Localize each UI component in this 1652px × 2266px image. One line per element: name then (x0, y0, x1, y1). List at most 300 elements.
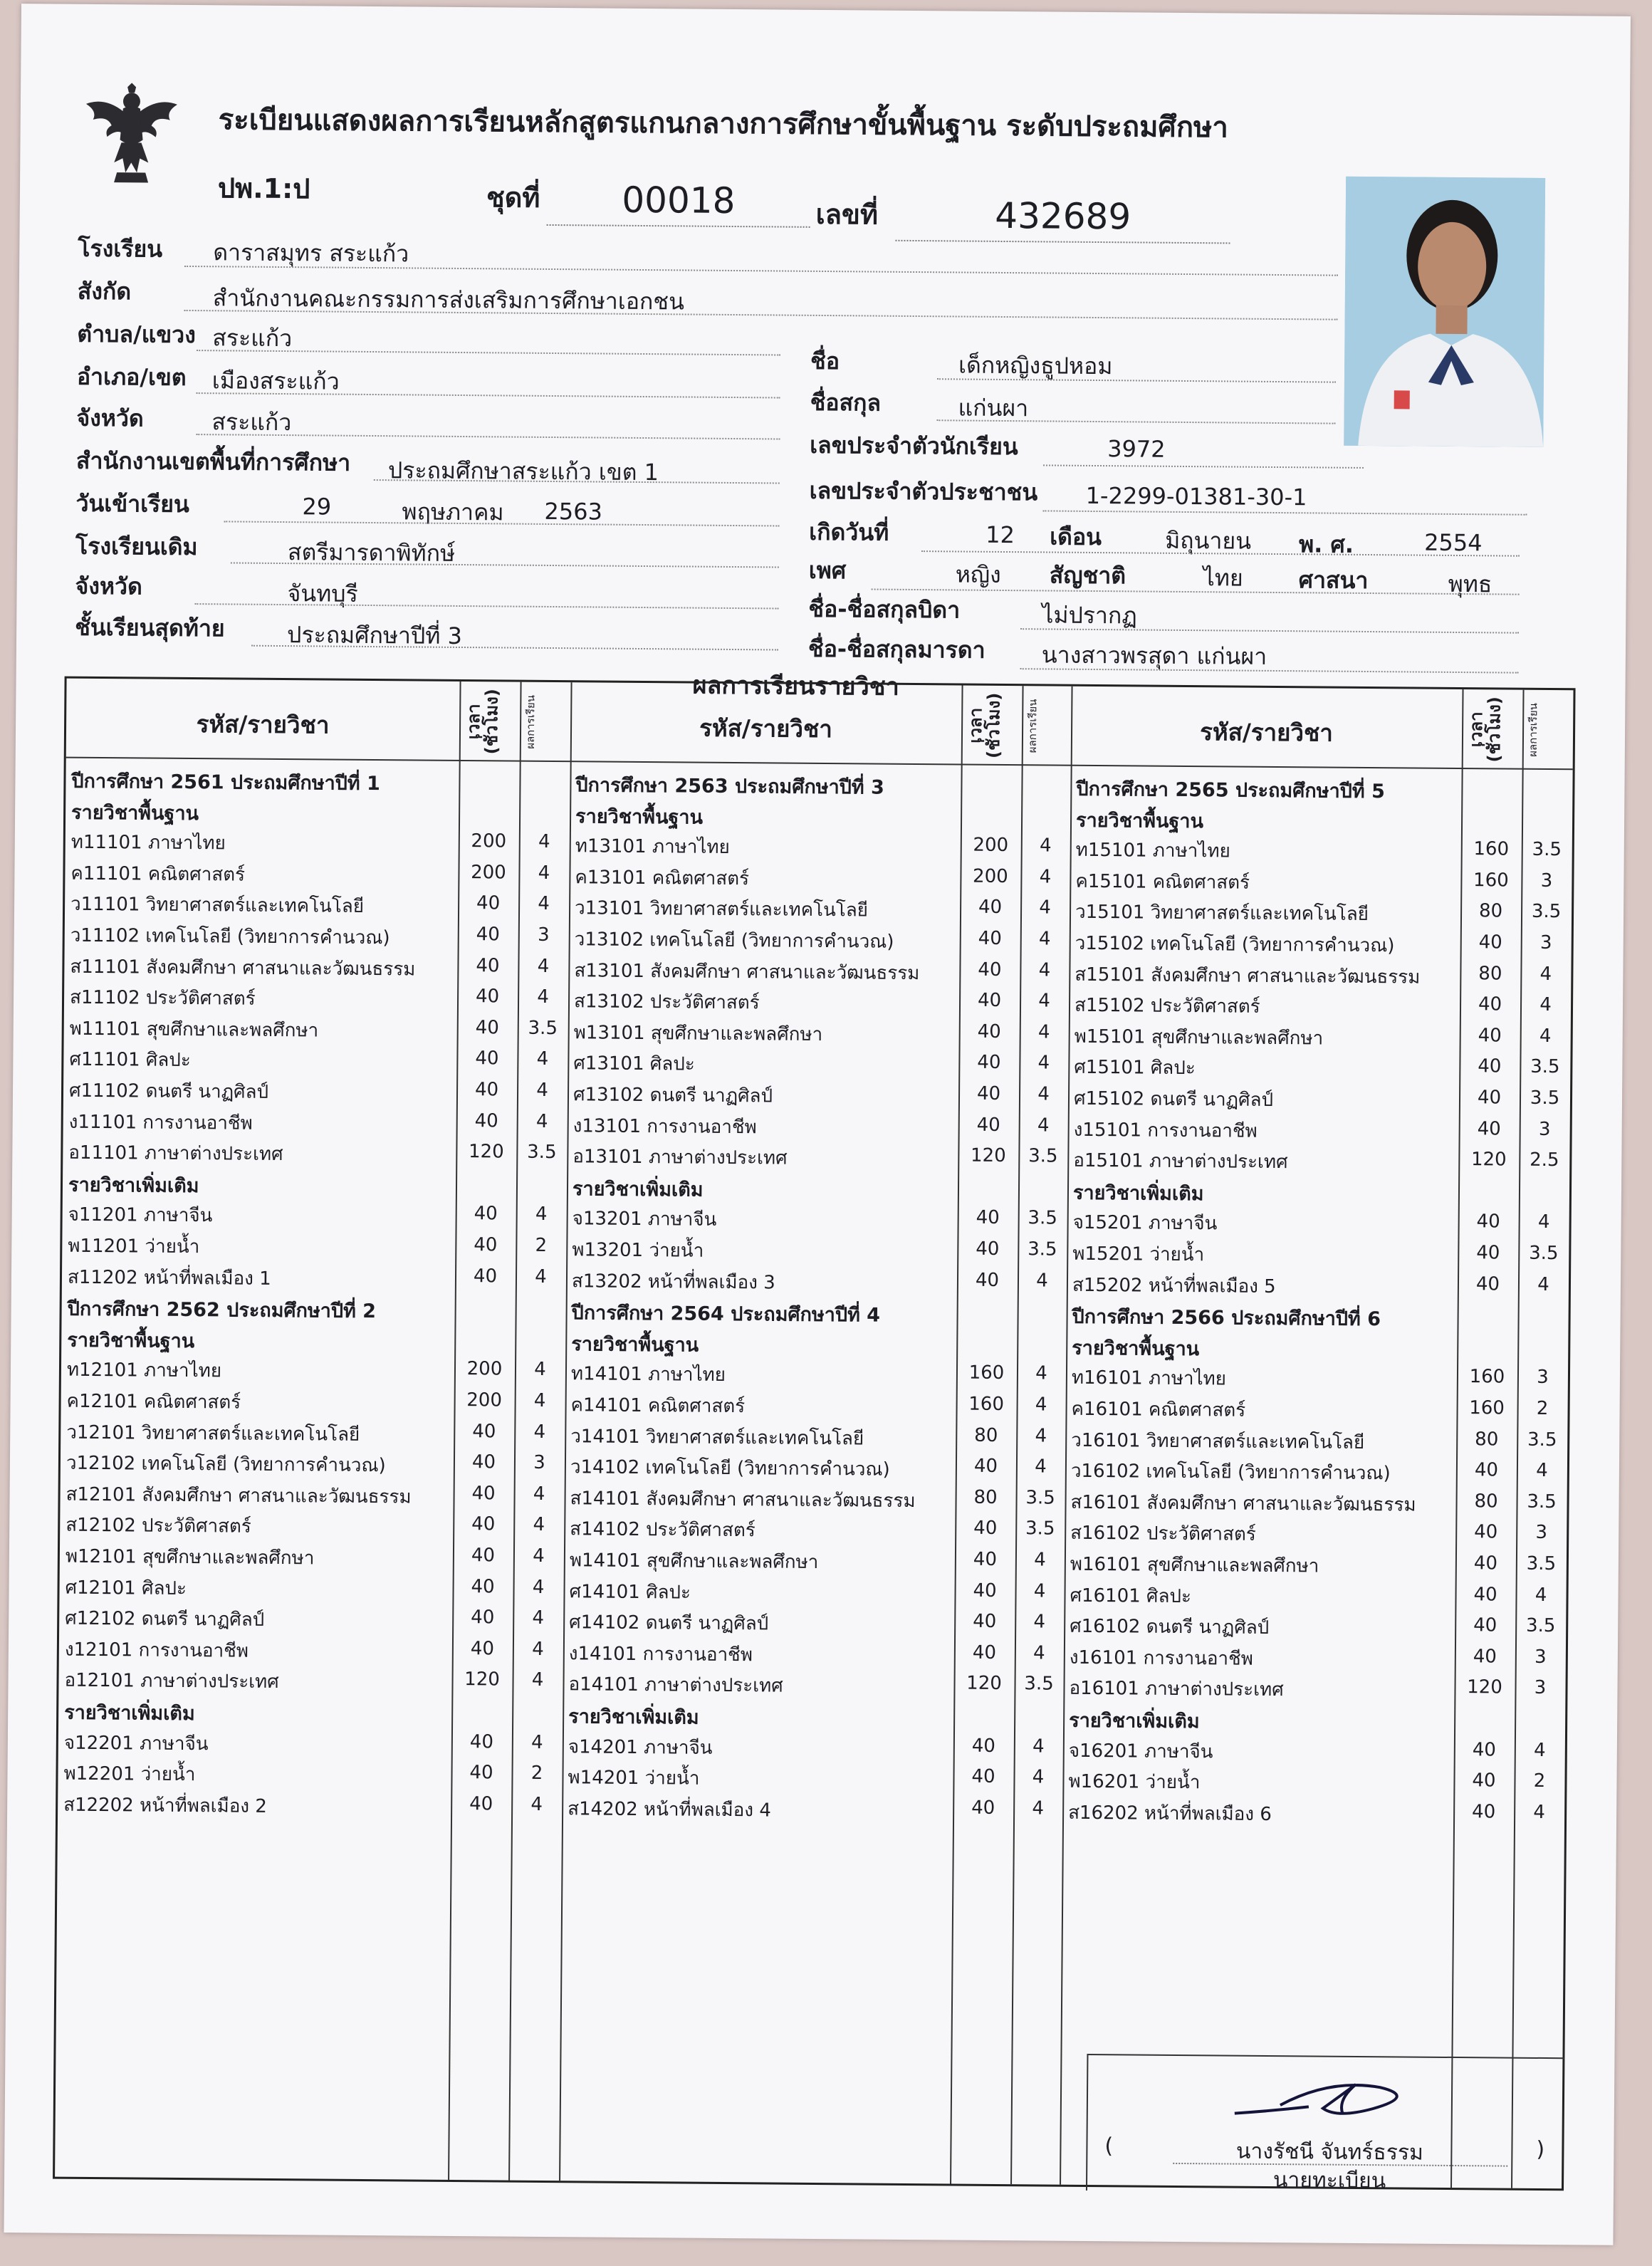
hours-cell: 40 (1476, 1211, 1500, 1233)
subject-cell: ส16102 ประวัติศาสตร์ (1070, 1523, 1256, 1546)
grade-cell: 3.5 (1526, 1552, 1557, 1575)
subject-cell: ส14202 หน้าที่พลเมือง 4 (568, 1798, 771, 1822)
registrar-title: นายทะเบียน (1272, 2168, 1386, 2194)
grade-cell: 4 (1039, 897, 1051, 919)
grade-cell: 3.5 (1532, 839, 1562, 861)
subject-cell: พ13101 สุขศึกษาและพลศึกษา (573, 1022, 823, 1045)
grade-cell: 2 (530, 1763, 543, 1785)
hours-cell: 40 (469, 1792, 493, 1815)
subject-cell: รายวิชาพื้นฐาน (1075, 809, 1204, 832)
col3-subject-header: รหัส/รายวิชา (1200, 718, 1334, 747)
hours-cell: 40 (469, 1730, 494, 1753)
subject-cell: ท16101 ภาษาไทย (1071, 1367, 1227, 1390)
subject-cell: ส11202 หน้าที่พลเมือง 1 (67, 1266, 271, 1290)
grade-cell: 4 (533, 1545, 545, 1567)
hours-cell: 40 (471, 1451, 496, 1473)
table-row (568, 956, 1069, 990)
col1-hours-header: เวลา (ชั่วโมง) (463, 689, 502, 755)
table-row (61, 1448, 565, 1483)
grade-cell: 4 (1032, 1735, 1045, 1758)
grade-cell (516, 1172, 567, 1173)
table-row (1067, 1270, 1569, 1304)
table-row (63, 1138, 567, 1172)
hours-cell: 200 (973, 865, 1008, 887)
subject-cell: ส12202 หน้าที่พลเมือง 2 (63, 1794, 267, 1817)
last-level-label: ชั้นเรียนสุดท้าย (75, 613, 225, 642)
table-row (58, 1666, 563, 1700)
hours-cell: 40 (977, 1020, 1001, 1043)
table-row (59, 1604, 563, 1638)
subject-cell: ศ12102 ดนตรี นาฏศิลป์ (65, 1607, 265, 1631)
hours-cell: 40 (476, 892, 501, 914)
grade-cell: 3.5 (1531, 901, 1562, 923)
hours-cell: 40 (1474, 1459, 1499, 1481)
district-label: อำเภอ/เขต (76, 362, 187, 391)
col2-grade-header: ผลการเรียน (1025, 699, 1040, 753)
table-section-header (58, 1697, 563, 1731)
subject-cell: พ13201 ว่ายน้ำ (572, 1239, 704, 1262)
subject-cell: ง15101 การงานอาชีพ (1073, 1119, 1258, 1142)
grade-cell: 4 (1533, 1739, 1546, 1761)
hours-cell: 40 (971, 1797, 995, 1819)
grade-cell: 4 (1036, 1269, 1048, 1292)
grade-cell (515, 1327, 565, 1328)
grade-cell: 3.5 (1527, 1429, 1557, 1451)
subject-cell: ค11101 คณิตศาสตร์ (70, 862, 246, 886)
subject-cell: จ13201 ภาษาจีน (572, 1208, 717, 1231)
hours-cell: 120 (970, 1144, 1006, 1167)
grade-cell: 3 (1534, 1677, 1547, 1699)
hours-cell: 40 (977, 1052, 1001, 1074)
subject-cell: จ16201 ภาษาจีน (1068, 1740, 1213, 1763)
grade-cell: 4 (537, 986, 549, 1008)
grade-cell: 4 (1539, 994, 1552, 1016)
birth-month: มิถุนายน (1165, 526, 1252, 555)
area-office-value: ประถมศึกษาสระแก้ว เขต 1 (387, 456, 659, 486)
grade-cell: 4 (533, 1483, 545, 1505)
table-row (1070, 929, 1572, 963)
hours-cell: 80 (974, 1424, 998, 1446)
hours-cell: 40 (976, 1114, 1000, 1136)
sex-label: เพศ (808, 556, 847, 585)
subject-cell: ท14101 ภาษาไทย (570, 1363, 726, 1387)
subject-cell: ศ16102 ดนตรี นาฏศิลป์ (1070, 1615, 1270, 1639)
grade-cell: 3 (1537, 1367, 1549, 1389)
subject-cell: รายวิชาเพิ่มเติม (568, 1706, 699, 1729)
subject-cell: ท11101 ภาษาไทย (70, 831, 226, 855)
name-label: ชื่อ (810, 347, 840, 375)
subject-cell: ค13101 คณิตศาสตร์ (575, 867, 750, 889)
affiliation-label: สังกัด (77, 277, 132, 306)
subject-cell: ส13101 สังคมศึกษา ศาสนาและวัฒนธรรม (574, 959, 920, 984)
subject-cell: ปีการศึกษา 2563 ประถมศึกษาปีที่ 3 (575, 774, 884, 799)
subject-cell: ว12101 วิทยาศาสตร์และเทคโนโลยี (66, 1421, 360, 1446)
subject-cell: ศ14101 ศิลปะ (569, 1580, 691, 1604)
grade-cell: 4 (1032, 1766, 1045, 1788)
hours-cell: 40 (973, 1548, 998, 1570)
table-row (58, 1759, 562, 1793)
table-row (1065, 1394, 1567, 1429)
subject-cell: ง11101 การงานอาชีพ (68, 1111, 253, 1134)
area-office-label: สำนักงานเขตพื้นที่การศึกษา (75, 447, 351, 476)
hours-cell: 200 (466, 1389, 503, 1411)
subject-cell: ว14102 เทคโนโลยี (วิทยาการคำนวณ) (570, 1456, 890, 1481)
birth-month-label: เดือน (1050, 523, 1102, 551)
table-section-header (63, 1169, 567, 1203)
hours-cell: 160 (968, 1362, 1005, 1384)
hours-cell (953, 1703, 1014, 1704)
table-section-header (61, 1324, 565, 1358)
subject-cell: พ16201 ว่ายน้ำ (1068, 1770, 1201, 1794)
grade-cell: 3.5 (1028, 1238, 1057, 1260)
hours-cell (454, 1327, 515, 1328)
grade-cell: 4 (532, 1638, 544, 1660)
grade-cell: 4 (531, 1669, 544, 1691)
grade-cell: 3 (533, 1452, 545, 1474)
hours-cell: 40 (973, 1580, 997, 1602)
hours-cell: 40 (1478, 1025, 1502, 1047)
subject-cell: พ15201 ว่ายน้ำ (1072, 1243, 1205, 1266)
student-id-label: เลขประจำตัวนักเรียน (810, 431, 1018, 461)
hours-cell: 40 (1471, 1800, 1496, 1823)
hours-cell: 160 (1469, 1397, 1505, 1419)
sex-value: หญิง (955, 560, 1001, 588)
subject-cell: ค16101 คณิตศาสตร์ (1071, 1398, 1246, 1421)
table-row (568, 986, 1069, 1020)
subject-cell: ส15101 สังคมศึกษา ศาสนาและวัฒนธรรม (1075, 964, 1421, 988)
garuda-emblem-icon (83, 83, 180, 190)
registrar-name: นางรัชนี จันทร์ธรรม (1235, 2139, 1423, 2166)
nationality-label: สัญชาติ (1049, 561, 1126, 590)
grade-cell: 4 (533, 1389, 546, 1411)
surname-value: แก่นผา (958, 394, 1029, 422)
grade-cell: 3 (1535, 1522, 1548, 1544)
table-row (1065, 1518, 1567, 1552)
hours-cell: 120 (1467, 1676, 1502, 1698)
table-row (1063, 1674, 1565, 1708)
table-row (564, 1515, 1065, 1549)
document-number: 432689 (895, 194, 1230, 244)
hours-cell (456, 1172, 516, 1173)
hours-cell (957, 1300, 1018, 1301)
subject-cell: ศ11102 ดนตรี นาฏศิลป์ (68, 1080, 269, 1103)
grade-cell: 3 (1538, 1118, 1551, 1140)
subject-cell: ส14102 ประวัติศาสตร์ (570, 1518, 756, 1542)
subject-cell: พ14201 ว่ายน้ำ (568, 1767, 700, 1790)
table-row (61, 1355, 565, 1389)
table-row (64, 1013, 568, 1048)
table-row (1066, 1363, 1568, 1397)
number-label: เลขที่ (815, 198, 879, 231)
subject-cell: พ11201 ว่ายน้ำ (68, 1235, 200, 1258)
table-row (64, 983, 568, 1017)
school-label: โรงเรียน (78, 234, 163, 263)
subject-cell: อ13101 ภาษาต่างประเทศ (573, 1146, 788, 1169)
hours-cell (1458, 1180, 1519, 1181)
subject-cell: รายวิชาพื้นฐาน (70, 801, 199, 825)
table-row (1070, 867, 1572, 901)
subject-cell: ปีการศึกษา 2564 ประถมศึกษาปีที่ 4 (571, 1302, 881, 1327)
grade-cell: 4 (533, 1421, 546, 1443)
col1-subject-header: รหัส/รายวิชา (196, 710, 330, 739)
hours-cell (455, 1296, 516, 1297)
table-row (65, 858, 569, 892)
grade-cell: 2 (535, 1234, 548, 1256)
col2-hours-header: เวลา (ชั่วโมง) (965, 692, 1004, 759)
grade-cell: 3.5 (1024, 1673, 1054, 1695)
grade-cell: 4 (1034, 1549, 1046, 1571)
table-row (563, 1639, 1064, 1673)
table-row (563, 1607, 1064, 1641)
table-row (564, 1483, 1065, 1518)
hours-cell: 40 (976, 1082, 1001, 1105)
subject-cell: ง16101 การงานอาชีพ (1069, 1646, 1253, 1670)
table-row (63, 1045, 568, 1079)
grade-cell: 3.5 (1527, 1490, 1557, 1513)
grade-cell: 4 (535, 1265, 547, 1288)
hours-cell: 40 (1474, 1521, 1498, 1543)
grade-cell: 4 (1035, 1394, 1047, 1416)
table-row (566, 1235, 1067, 1269)
table-row (1067, 1208, 1569, 1242)
citizen-id-value: 1-2299-01381-30-1 (1085, 481, 1307, 511)
subject-cell: ส15102 ประวัติศาสตร์ (1074, 994, 1260, 1018)
table-section-header (1070, 773, 1572, 808)
hours-cell: 40 (471, 1482, 496, 1505)
table-row (562, 1763, 1062, 1797)
hours-cell: 40 (1473, 1583, 1497, 1606)
school-value: ดาราสมุทร สระแก้ว (213, 239, 409, 268)
hours-cell (1458, 1304, 1518, 1305)
subject-cell: ว14101 วิทยาศาสตร์และเทคโนโลยี (570, 1425, 864, 1450)
grade-cell: 4 (1039, 835, 1052, 857)
hours-cell: 80 (973, 1486, 998, 1508)
grade-cell (1517, 1335, 1568, 1336)
grade-cell: 4 (1033, 1580, 1046, 1602)
grade-cell: 4 (1035, 1424, 1047, 1447)
grade-cell: 4 (530, 1793, 543, 1815)
table-row (60, 1479, 564, 1513)
table-row (63, 1200, 567, 1234)
hours-cell (961, 803, 1021, 804)
subject-cell: ว12102 เทคโนโลยี (วิทยาการคำนวณ) (66, 1452, 386, 1477)
table-row (1064, 1580, 1566, 1614)
subject-cell: พ16101 สุขศึกษาและพลศึกษา (1070, 1553, 1319, 1577)
col3-grade-header: ผลการเรียน (1526, 702, 1540, 757)
hours-cell: 40 (470, 1637, 495, 1660)
hours-cell: 40 (971, 1765, 995, 1788)
table-row (1064, 1612, 1566, 1646)
hours-cell: 80 (1474, 1490, 1498, 1513)
table-section-header (565, 1328, 1066, 1362)
subject-cell: ส13202 หน้าที่พลเมือง 3 (571, 1270, 775, 1294)
table-row (1064, 1642, 1566, 1676)
subject-cell: รายวิชาเพิ่มเติม (572, 1178, 704, 1201)
grade-cell: 4 (1037, 1083, 1050, 1105)
grade-cell: 4 (1035, 1362, 1047, 1384)
birth-label: เกิดวันที่ (809, 518, 889, 546)
grade-cell: 3 (1540, 870, 1553, 892)
hours-cell: 40 (1477, 1087, 1502, 1109)
table-row (569, 924, 1070, 959)
subject-cell: อ11101 ภาษาต่างประเทศ (68, 1142, 283, 1166)
subject-cell: อ16101 ภาษาต่างประเทศ (1069, 1678, 1284, 1701)
citizen-id-label: เลขประจำตัวประชาชน (809, 476, 1038, 506)
grade-cell: 4 (537, 955, 550, 977)
hours-cell: 40 (972, 1641, 997, 1664)
subject-cell: อ15101 ภาษาต่างประเทศ (1073, 1149, 1288, 1174)
subject-cell: พ12101 สุขศึกษาและพลศึกษา (65, 1545, 315, 1570)
table-row (1068, 1084, 1570, 1118)
table-row (1068, 1053, 1570, 1087)
table-row (1065, 1550, 1567, 1584)
hours-cell: 40 (978, 927, 1002, 949)
col1-grade-header: ผลการเรียน (523, 694, 538, 749)
hours-cell: 40 (471, 1513, 496, 1535)
grade-cell: 4 (534, 1359, 546, 1381)
signature-paren-open: ( (1104, 2134, 1114, 2159)
subject-cell: พ11101 สุขศึกษาและพลศึกษา (69, 1018, 319, 1042)
hours-cell: 120 (468, 1141, 504, 1163)
subject-cell: ง14101 การงานอาชีพ (568, 1643, 753, 1666)
grade-cell: 4 (1539, 963, 1552, 985)
table-row (569, 862, 1070, 897)
father-value: ไม่ปรากฏ (1042, 601, 1137, 630)
grade-cell: 4 (538, 862, 550, 884)
religion-value: พุทธ (1448, 570, 1492, 598)
hours-cell: 40 (474, 1203, 498, 1225)
signature-paren-close: ) (1536, 2136, 1545, 2163)
grade-cell (1522, 777, 1573, 778)
document-title: ระเบียนแสดงผลการเรียนหลักสูตรแกนกลางการศึกษาขั้นพื้นฐาน ระดับประถมศึกษา (218, 103, 1229, 145)
subject-cell: ท15101 ภาษาไทย (1075, 839, 1230, 862)
mother-label: ชื่อ-ชื่อสกุลมารดา (807, 635, 986, 664)
table-row (570, 831, 1070, 865)
table-row (569, 894, 1070, 928)
table-row (1069, 959, 1571, 993)
table-row (562, 1794, 1062, 1828)
subject-cell: ว16102 เทคโนโลยี (วิทยาการคำนวณ) (1070, 1460, 1391, 1485)
set-number: 00018 (547, 179, 811, 228)
results-table (53, 677, 1576, 2194)
table-row (66, 827, 570, 862)
table-row (62, 1262, 566, 1296)
hours-cell: 40 (474, 1234, 498, 1256)
table-row (568, 1018, 1069, 1052)
hours-cell: 160 (1469, 1366, 1505, 1388)
subject-cell: จ15201 ภาษาจีน (1072, 1212, 1218, 1235)
table-row (1069, 1022, 1571, 1056)
subject-cell: รายวิชาพื้นฐาน (571, 1333, 699, 1357)
grade-cell (1515, 1708, 1565, 1709)
table-section-header (1066, 1301, 1568, 1335)
subject-cell: รายวิชาพื้นฐาน (1072, 1337, 1200, 1360)
hours-cell: 160 (1473, 838, 1510, 860)
table-row (1065, 1487, 1567, 1521)
grade-cell (1021, 804, 1070, 805)
hours-cell: 40 (469, 1762, 493, 1784)
table-row (565, 1452, 1065, 1486)
grade-cell: 4 (530, 1731, 543, 1753)
table-row (565, 1359, 1066, 1394)
subject-cell: ศ15102 ดนตรี นาฏศิลป์ (1073, 1087, 1274, 1111)
grade-cell: 3.5 (1028, 1145, 1058, 1167)
grade-cell: 4 (536, 1079, 548, 1101)
table-row (65, 921, 569, 955)
hours-cell: 40 (1472, 1770, 1496, 1792)
table-section-header (563, 1701, 1063, 1735)
subject-cell: ว16101 วิทยาศาสตร์และเทคโนโลยี (1071, 1429, 1365, 1453)
religion-label: ศาสนา (1298, 566, 1369, 595)
subject-cell: ศ13101 ศิลปะ (573, 1053, 695, 1075)
subject-cell: ส11101 สังคมศึกษา ศาสนาและวัฒนธรรม (70, 956, 416, 981)
subject-cell: ค15101 คณิตศาสตร์ (1075, 870, 1250, 894)
hours-cell (1457, 1335, 1517, 1336)
subject-cell: รายวิชาเพิ่มเติม (1072, 1181, 1204, 1206)
table-row (1070, 835, 1572, 870)
subject-cell: ว15102 เทคโนโลยี (วิทยาการคำนวณ) (1075, 932, 1395, 957)
hours-cell: 40 (1475, 1273, 1500, 1295)
hours-cell: 40 (1473, 1614, 1497, 1636)
grade-cell: 4 (1038, 928, 1051, 950)
subject-cell: ว11101 วิทยาศาสตร์และเทคโนโลยี (70, 894, 365, 918)
hours-cell: 40 (471, 1545, 496, 1567)
hours-cell: 200 (471, 861, 506, 884)
subject-cell: ค12101 คณิตศาสตร์ (66, 1390, 241, 1414)
hours-cell: 120 (464, 1669, 500, 1691)
signature-mark-icon (1230, 2071, 1431, 2136)
table-row (568, 1111, 1068, 1145)
hours-cell: 80 (1478, 962, 1502, 985)
grade-cell: 4 (1535, 1584, 1547, 1606)
hours-cell: 40 (475, 1016, 499, 1039)
table-row (1065, 1456, 1567, 1490)
prev-province-label: จังหวัด (75, 572, 142, 600)
hours-cell: 40 (476, 954, 500, 977)
entry-day: 29 (302, 493, 332, 521)
subject-cell: ว13101 วิทยาศาสตร์และเทคโนโลยี (574, 897, 869, 921)
grade-cell: 4 (1037, 1114, 1050, 1137)
results-section-title: ผลการเรียนรายวิชา (692, 671, 899, 701)
table-row (1069, 991, 1571, 1025)
subject-cell: ว11102 เทคโนโลยี (วิทยาการคำนวณ) (70, 924, 390, 949)
table-row (60, 1510, 564, 1545)
table-row (65, 889, 569, 924)
hours-cell: 40 (475, 986, 500, 1008)
table-row (1067, 1239, 1569, 1273)
grade-cell: 3.5 (1525, 1614, 1556, 1637)
hours-cell: 40 (976, 1207, 1000, 1229)
table-row (564, 1545, 1065, 1580)
table-section-header (61, 1293, 565, 1327)
subject-cell: รายวิชาพื้นฐาน (67, 1329, 195, 1352)
subject-cell: รายวิชาพื้นฐาน (575, 805, 704, 829)
hours-cell: 40 (975, 1269, 1000, 1291)
student-photo (1344, 177, 1545, 447)
hours-cell: 40 (1472, 1738, 1497, 1761)
grade-cell: 4 (1037, 1021, 1050, 1043)
grade-cell: 3 (1534, 1646, 1547, 1668)
hours-cell: 40 (973, 1518, 998, 1540)
table-row (63, 1076, 568, 1110)
hours-cell: 40 (977, 989, 1002, 1012)
subject-cell: ส14101 สังคมศึกษา ศาสนาและวัฒนธรรม (570, 1488, 916, 1512)
hours-cell: 40 (475, 1048, 499, 1070)
subject-cell: ปีการศึกษา 2565 ประถมศึกษาปีที่ 5 (1076, 778, 1385, 803)
subject-cell: ส12102 ประวัติศาสตร์ (66, 1515, 251, 1538)
grade-cell (1519, 1180, 1569, 1181)
subject-cell: ว13102 เทคโนโลยี (วิทยาการคำนวณ) (574, 929, 894, 953)
